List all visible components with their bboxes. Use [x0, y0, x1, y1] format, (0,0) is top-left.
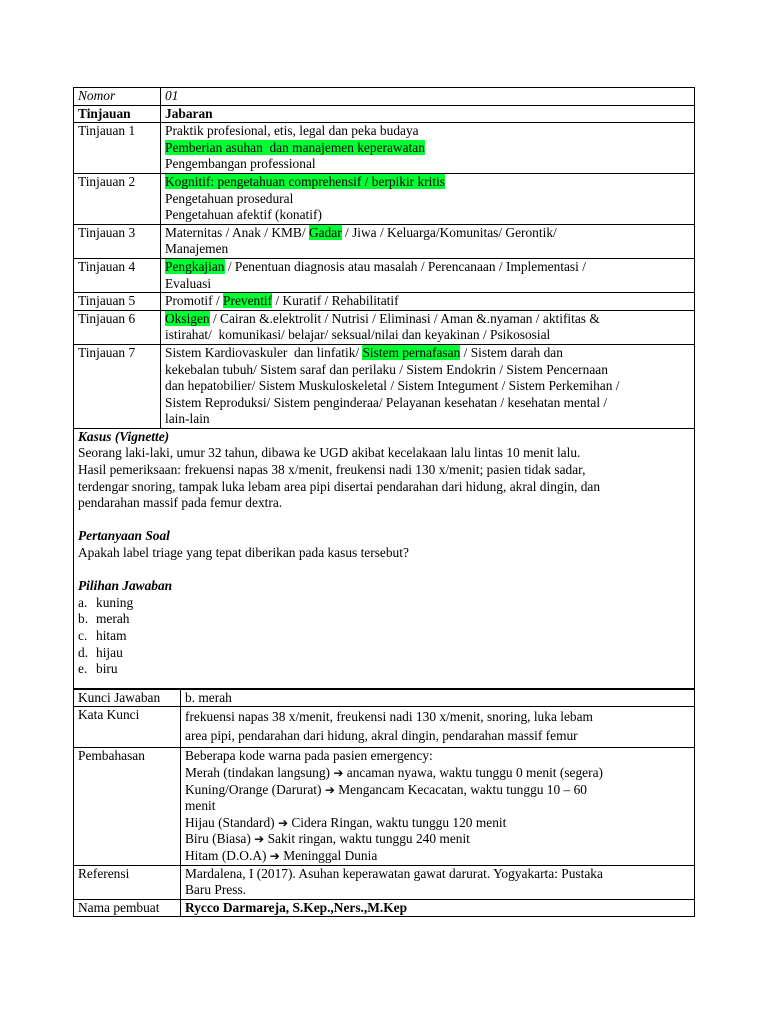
- top-table: [73, 87, 695, 689]
- tinjauan-rows: [74, 123, 695, 429]
- jabaran-text: Pengetahuan afektif (konatif): [165, 207, 322, 223]
- tinjauan-label: Tinjauan 4: [74, 258, 161, 292]
- pembuat-value: Rycco Darmareja, S.Kep.,Ners.,M.Kep: [181, 899, 695, 917]
- pembahasan-color-code: Kuning/Orange (Darurat): [185, 781, 325, 797]
- jabaran-line: [165, 293, 690, 310]
- pembahasan-description: Meninggal Dunia: [279, 847, 378, 863]
- option-text: biru: [96, 661, 118, 677]
- pembahasan-item: [185, 831, 690, 848]
- kasus-row: [74, 428, 695, 688]
- jabaran-line: [165, 174, 690, 191]
- option-letter: c.: [78, 628, 88, 643]
- jabaran-cell: [161, 310, 695, 344]
- option-text: kuning: [96, 594, 134, 610]
- jabaran-cell: [161, 293, 695, 311]
- kata-kunci-value: [181, 707, 695, 748]
- kata-kunci-row: [74, 707, 695, 748]
- jabaran-text: Pengetahuan prosedural: [165, 190, 294, 206]
- kunci-row: [74, 689, 695, 707]
- jabaran-line: [165, 276, 690, 293]
- jabaran-line: [165, 156, 690, 173]
- arrow-right-icon: ➔: [269, 848, 280, 863]
- kunci-label: Kunci Jawaban: [74, 689, 181, 707]
- jabaran-text: Sistem Reproduksi/ Sistem penginderaa/ Pelayanan kesehatan / kesehatan mental /: [165, 394, 608, 410]
- referensi-row: [74, 865, 695, 899]
- jabaran-line: [165, 311, 690, 328]
- answer-option: [78, 661, 690, 678]
- jabaran-line: [165, 395, 690, 412]
- jabaran-text: kekebalan tubuh/ Sistem saraf dan perilaku / Sistem Endokrin / Sistem Pencernaan: [165, 361, 608, 377]
- pembahasan-description: ancaman nyawa, waktu tunggu 0 menit (segera): [343, 764, 603, 780]
- tinjauan-label: Tinjauan 3: [74, 224, 161, 258]
- kata-kunci-label: Kata Kunci: [74, 707, 181, 748]
- option-text: merah: [96, 611, 130, 627]
- kasus-title: Kasus (Vignette): [78, 428, 170, 444]
- jabaran-line: [165, 140, 690, 157]
- arrow-right-icon: ➔: [277, 815, 289, 830]
- kasus-line: Hasil pemeriksaan: frekuensi napas 38 x/menit, freukensi nadi 130 x/menit; pasien tidak sadar,: [78, 462, 586, 478]
- answer-option: [78, 628, 690, 645]
- answer-option: [78, 611, 690, 628]
- jabaran-line: [165, 378, 690, 395]
- jabaran-text: istirahat/ komunikasi/ belajar/ seksual/nilai dan keyakinan / Psikososial: [165, 327, 551, 343]
- pembuat-label: Nama pembuat: [74, 899, 181, 917]
- header-row: [74, 105, 695, 123]
- option-letter: b.: [78, 611, 89, 627]
- bottom-table: [73, 689, 695, 918]
- answer-option: [78, 645, 690, 662]
- answer-options: [78, 595, 690, 678]
- jabaran-text: Manajemen: [165, 241, 229, 257]
- pembahasan-label: Pembahasan: [74, 748, 181, 865]
- pilihan-title: Pilihan Jawaban: [78, 578, 173, 594]
- pembahasan-items: [185, 765, 690, 865]
- referensi-line: Mardalena, I (2017). Asuhan keperawatan gawat darurat. Yogyakarta: Pustaka: [185, 865, 603, 881]
- tinjauan-label: Tinjauan 1: [74, 123, 161, 174]
- arrow-right-icon: ➔: [324, 782, 335, 797]
- arrow-right-icon: ➔: [254, 832, 265, 847]
- option-text: hitam: [96, 628, 127, 643]
- pembahasan-value: [181, 748, 695, 865]
- jabaran-text: / Jiwa / Keluarga/Komunitas/ Gerontik/: [341, 224, 557, 240]
- arrow-right-icon: ➔: [333, 765, 344, 780]
- pembahasan-color-code: Merah (tindakan langsung): [185, 764, 334, 780]
- jabaran-line: [165, 207, 690, 224]
- spacer: [78, 678, 690, 688]
- option-text: hijau: [96, 644, 123, 660]
- pembahasan-description: Mengancam Kecacatan, waktu tunggu 10 – 60: [334, 781, 587, 797]
- pembahasan-description: Cidera Ringan, waktu tunggu 120 menit: [288, 814, 507, 830]
- jabaran-line: [165, 241, 690, 258]
- jabaran-cell: [161, 344, 695, 428]
- referensi-line: Baru Press.: [185, 882, 246, 898]
- tinjauan-label: Tinjauan 6: [74, 310, 161, 344]
- jabaran-line: [165, 411, 690, 428]
- tinjauan-row: [74, 344, 695, 428]
- jabaran-line: [165, 362, 690, 379]
- jabaran-cell: [161, 224, 695, 258]
- referensi-label: Referensi: [74, 865, 181, 899]
- answer-option: [78, 595, 690, 612]
- jabaran-line: [165, 123, 690, 140]
- jabaran-text: / Kuratif / Rehabilitatif: [272, 293, 399, 309]
- jabaran-line: [165, 259, 690, 276]
- pertanyaan-title: Pertanyaan Soal: [78, 528, 170, 544]
- pembahasan-row: [74, 748, 695, 865]
- tinjauan-row: [74, 310, 695, 344]
- referensi-value: [181, 865, 695, 899]
- nomor-row: [74, 88, 695, 106]
- tinjauan-row: [74, 293, 695, 311]
- jabaran-text: / Cairan &.elektrolit / Nutrisi / Eliminasi / Aman &.nyaman / aktifitas &: [209, 310, 600, 326]
- highlighted-text: Gadar: [308, 224, 342, 240]
- jabaran-header: Jabaran: [161, 105, 695, 123]
- kata-kunci-line: area pipi, pendarahan dari hidung, akral dingin, pendarahan massif femur: [185, 728, 578, 744]
- pembahasan-item: [185, 798, 690, 815]
- spacer: [78, 562, 690, 579]
- tinjauan-row: [74, 258, 695, 292]
- pembahasan-description: Sakit ringan, waktu tunggu 240 menit: [264, 831, 470, 847]
- jabaran-text: / Penentuan diagnosis atau masalah / Perencanaan / Implementasi /: [224, 258, 586, 274]
- tinjauan-label: Tinjauan 5: [74, 293, 161, 311]
- pembahasan-item: [185, 848, 690, 865]
- jabaran-text: / Sistem darah dan: [460, 344, 563, 360]
- jabaran-line: [165, 327, 690, 344]
- highlighted-text: Oksigen: [165, 310, 210, 326]
- pembahasan-color-code: Hijau (Standard): [185, 814, 278, 830]
- tinjauan-label: Tinjauan 2: [74, 173, 161, 224]
- tinjauan-row: [74, 123, 695, 174]
- jabaran-text: Promotif /: [165, 293, 224, 309]
- pembahasan-item: [185, 815, 690, 832]
- highlighted-text: Sistem pernafasan: [362, 344, 461, 360]
- kata-kunci-line: frekuensi napas 38 x/menit, freukensi nadi 130 x/menit, snoring, luka lebam: [185, 709, 593, 725]
- pembahasan-item: [185, 765, 690, 782]
- jabaran-line: [165, 225, 690, 242]
- spacer: [78, 512, 690, 529]
- jabaran-cell: [161, 173, 695, 224]
- option-letter: d.: [78, 644, 89, 660]
- jabaran-text: Pengembangan professional: [165, 156, 316, 172]
- tinjauan-row: [74, 224, 695, 258]
- jabaran-cell: [161, 258, 695, 292]
- pembahasan-color-code: Biru (Biasa): [185, 831, 255, 847]
- highlighted-text: Pengkajian: [165, 258, 225, 274]
- pembahasan-color-code: Hitam (D.O.A): [185, 847, 270, 863]
- pembahasan-item: [185, 782, 690, 799]
- jabaran-text: dan hepatobilier/ Sistem Muskuloskeletal / Sistem Integument / Sistem Perkemihan /: [165, 378, 620, 394]
- nomor-label: Nomor: [74, 88, 161, 106]
- highlighted-text: Preventif: [223, 293, 273, 309]
- jabaran-line: [165, 191, 690, 208]
- jabaran-cell: [161, 123, 695, 174]
- jabaran-text: lain-lain: [165, 411, 210, 427]
- tinjauan-label: Tinjauan 7: [74, 344, 161, 428]
- kasus-cell: [74, 428, 695, 688]
- kasus-line: terdengar snoring, tampak luka lebam area pipi disertai pendarahan dari hidung, akral dingin, dan: [78, 478, 601, 494]
- jabaran-line: [165, 345, 690, 362]
- pembahasan-color-code: menit: [185, 798, 216, 814]
- jabaran-text: Maternitas / Anak / KMB/: [165, 224, 309, 240]
- pertanyaan-text: Apakah label triage yang tepat diberikan pada kasus tersebut?: [78, 545, 409, 561]
- kasus-line: pendarahan massif pada femur dextra.: [78, 495, 283, 511]
- jabaran-text: Praktik profesional, etis, legal dan peka budaya: [165, 123, 419, 139]
- highlighted-text: Pemberian asuhan dan manajemen keperawatan: [165, 139, 425, 155]
- question-document: [73, 87, 695, 917]
- nomor-value: 01: [161, 88, 695, 106]
- jabaran-text: Evaluasi: [165, 275, 212, 291]
- highlighted-text: Kognitif: pengetahuan comprehensif / berpikir kritis: [165, 173, 446, 189]
- option-letter: e.: [78, 661, 88, 677]
- tinjauan-header: Tinjauan: [74, 105, 161, 123]
- option-letter: a.: [78, 594, 88, 610]
- pembuat-row: [74, 899, 695, 917]
- kasus-line: Seorang laki-laki, umur 32 tahun, dibawa ke UGD akibat kecelakaan lalu lintas 10 menit lalu.: [78, 445, 581, 461]
- jabaran-text: Sistem Kardiovaskuler dan linfatik/: [165, 344, 363, 360]
- kunci-value: b. merah: [181, 689, 695, 707]
- pembahasan-intro: Beberapa kode warna pada pasien emergency:: [185, 748, 433, 764]
- tinjauan-row: [74, 173, 695, 224]
